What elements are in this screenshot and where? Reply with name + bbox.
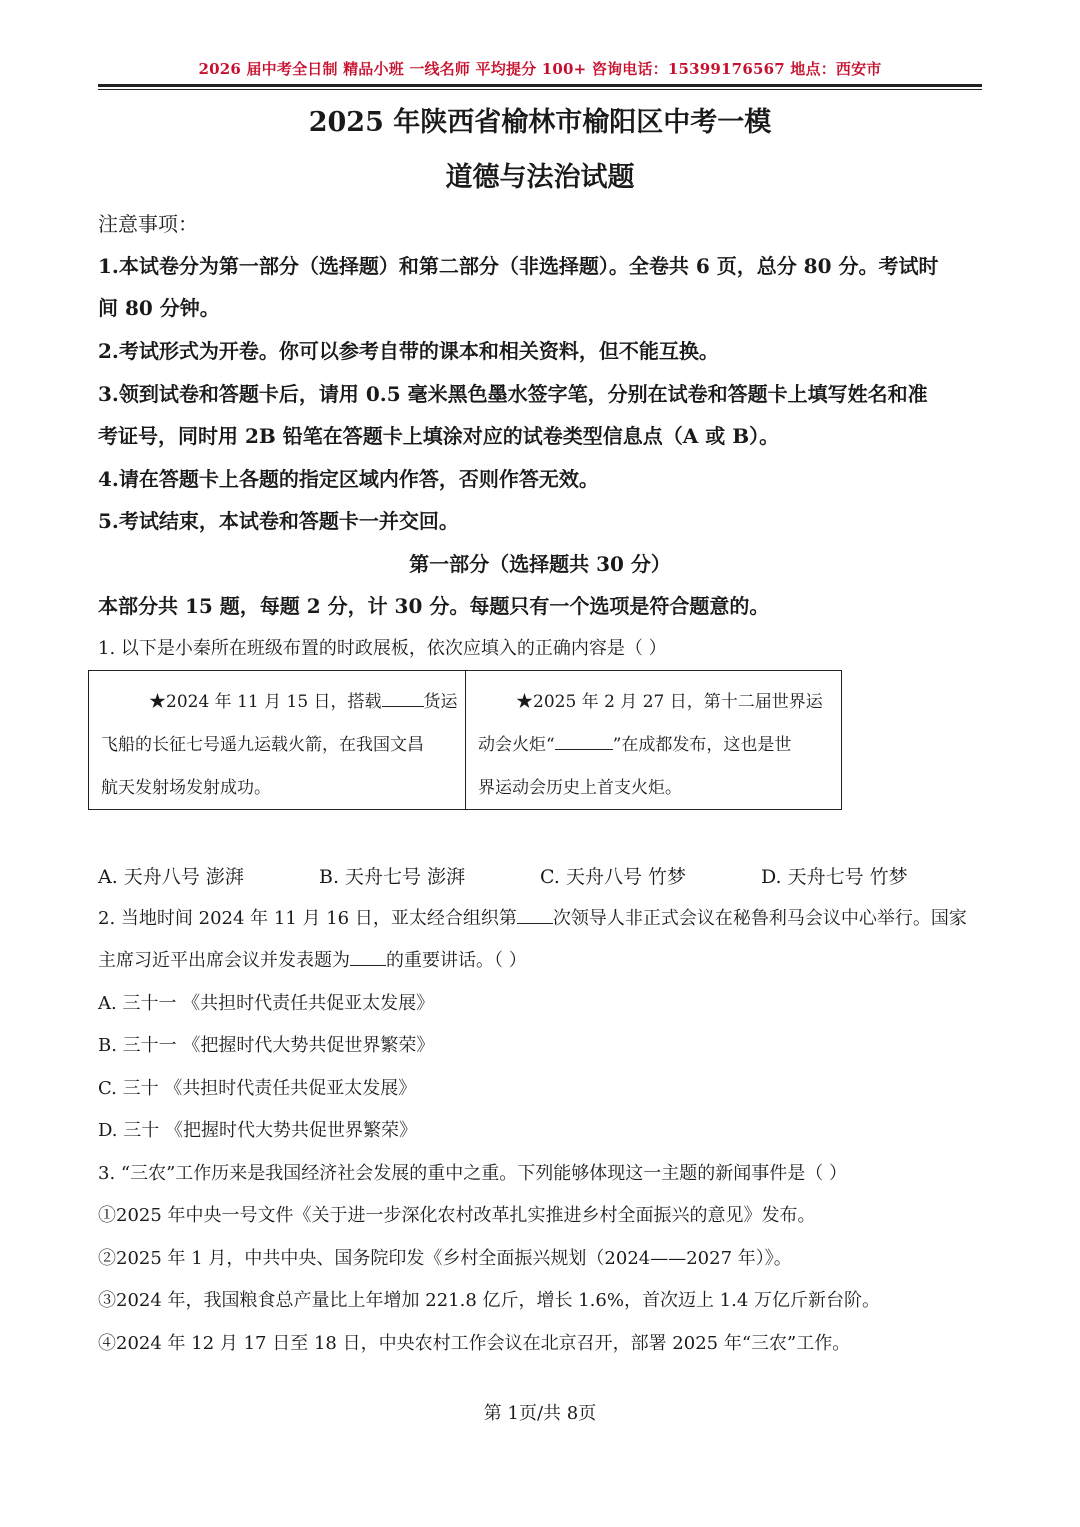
header-divider-thin xyxy=(98,89,982,90)
question-1-stem: 1. 以下是小秦所在班级布置的时政展板，依次应填入的正确内容是（ ） xyxy=(98,638,667,659)
exam-title: 2025 年陕西省榆林市榆阳区中考一模 xyxy=(308,107,772,138)
page-number: 第 1页/共 8页 xyxy=(483,1403,597,1424)
news-board-cell-right xyxy=(466,671,841,809)
news-right-line-1: ★2025 年 2 月 27 日，第十二届世界运 xyxy=(516,692,823,712)
question-1-options xyxy=(98,862,982,890)
notice-item-1-line-2: 间 80 分钟。 xyxy=(98,296,220,320)
question-2-option-c: C. 三十 《共担时代责任共促亚太发展》 xyxy=(98,1078,417,1099)
answer-blank xyxy=(517,905,553,924)
news-board-cell-left xyxy=(89,671,466,809)
news-right-line-3: 界运动会历史上首支火炬。 xyxy=(478,778,682,798)
notice-item-3-line-2: 考证号，同时用 2B 铅笔在答题卡上填涂对应的试卷类型信息点（A 或 B）。 xyxy=(98,424,780,448)
question-2-stem-line-2: 主席习近平出席会议并发表题为 的重要讲话。（ ） xyxy=(98,947,982,975)
question-3-statement-4: ④2024 年 12 月 17 日至 18 日，中央农村工作会议在北京召开，部署 2025 年“三农”工作。 xyxy=(98,1333,851,1354)
question-1-option-c: C. 天舟八号 竹梦 xyxy=(540,866,686,888)
header-divider-thick xyxy=(98,84,982,87)
question-1-option-b: B. 天舟七号 澎湃 xyxy=(319,866,466,888)
part1-instructions: 本部分共 15 题，每题 2 分，计 30 分。每题只有一个选项是符合题意的。 xyxy=(98,594,770,618)
question-2-option-a: A. 三十一 《共担时代责任共促亚太发展》 xyxy=(98,993,435,1014)
news-left-line-2: 飞船的长征七号遥九运载火箭，在我国文昌 xyxy=(101,735,424,755)
answer-blank xyxy=(350,947,386,966)
question-1-option-a: A. 天舟八号 澎湃 xyxy=(98,866,244,888)
question-3-statement-2: ②2025 年 1 月，中共中央、国务院印发《乡村全面振兴规划（2024——2027 年）》。 xyxy=(98,1248,792,1269)
notice-item-5: 5.考试结束，本试卷和答题卡一并交回。 xyxy=(98,509,459,533)
notice-item-4: 4.请在答题卡上各题的指定区域内作答，否则作答无效。 xyxy=(98,467,599,491)
question-2-option-b: B. 三十一 《把握时代大势共促世界繁荣》 xyxy=(98,1035,435,1056)
news-board-table xyxy=(88,670,842,810)
news-left-line-3: 航天发射场发射成功。 xyxy=(101,778,271,798)
answer-blank xyxy=(555,731,613,750)
notice-item-3-line-1: 3.领到试卷和答题卡后，请用 0.5 毫米黑色墨水签字笔，分别在试卷和答题卡上填写姓名和准 xyxy=(98,382,928,406)
answer-blank xyxy=(382,688,424,707)
news-left-line-1a: ★2024 年 11 月 15 日，搭载 xyxy=(149,692,382,712)
notice-item-2: 2.考试形式为开卷。你可以参考自带的课本和相关资料，但不能互换。 xyxy=(98,339,719,363)
advert-banner: 2026 届中考全日制 精品小班 一线名师 平均提分 100+ 咨询电话：15399176567 地点：西安市 xyxy=(198,60,882,78)
question-2-stem-line-1: 2. 当地时间 2024 年 11 月 16 日，亚太经合组织第 次领导人非正式会议在秘鲁利马会议中心举行。国家 xyxy=(98,905,982,933)
question-3-stem: 3. “三农”工作历来是我国经济社会发展的重中之重。下列能够体现这一主题的新闻事件是（ ） xyxy=(98,1163,848,1184)
question-3-statement-1: ①2025 年中央一号文件《关于进一步深化农村改革扎实推进乡村全面振兴的意见》发布。 xyxy=(98,1205,816,1226)
news-right-line-2b: ”在成都发布，这也是世 xyxy=(612,735,792,755)
notice-heading: 注意事项： xyxy=(98,212,198,236)
part1-heading: 第一部分（选择题共 30 分） xyxy=(409,552,671,576)
news-right-line-2a: 动会火炬“ xyxy=(478,735,555,755)
notice-item-1-line-1: 1.本试卷分为第一部分（选择题）和第二部分（非选择题）。全卷共 6 页，总分 80 分。考试时 xyxy=(98,254,939,278)
news-left-line-1b: 货运 xyxy=(423,692,458,712)
question-1-option-d: D. 天舟七号 竹梦 xyxy=(761,866,908,888)
exam-subject: 道德与法治试题 xyxy=(445,162,635,193)
question-3-statement-3: ③2024 年，我国粮食总产量比上年增加 221.8 亿斤，增长 1.6%，首次迈上 1.4 万亿斤新台阶。 xyxy=(98,1290,881,1311)
question-2-option-d: D. 三十 《把握时代大势共促世界繁荣》 xyxy=(98,1120,417,1141)
